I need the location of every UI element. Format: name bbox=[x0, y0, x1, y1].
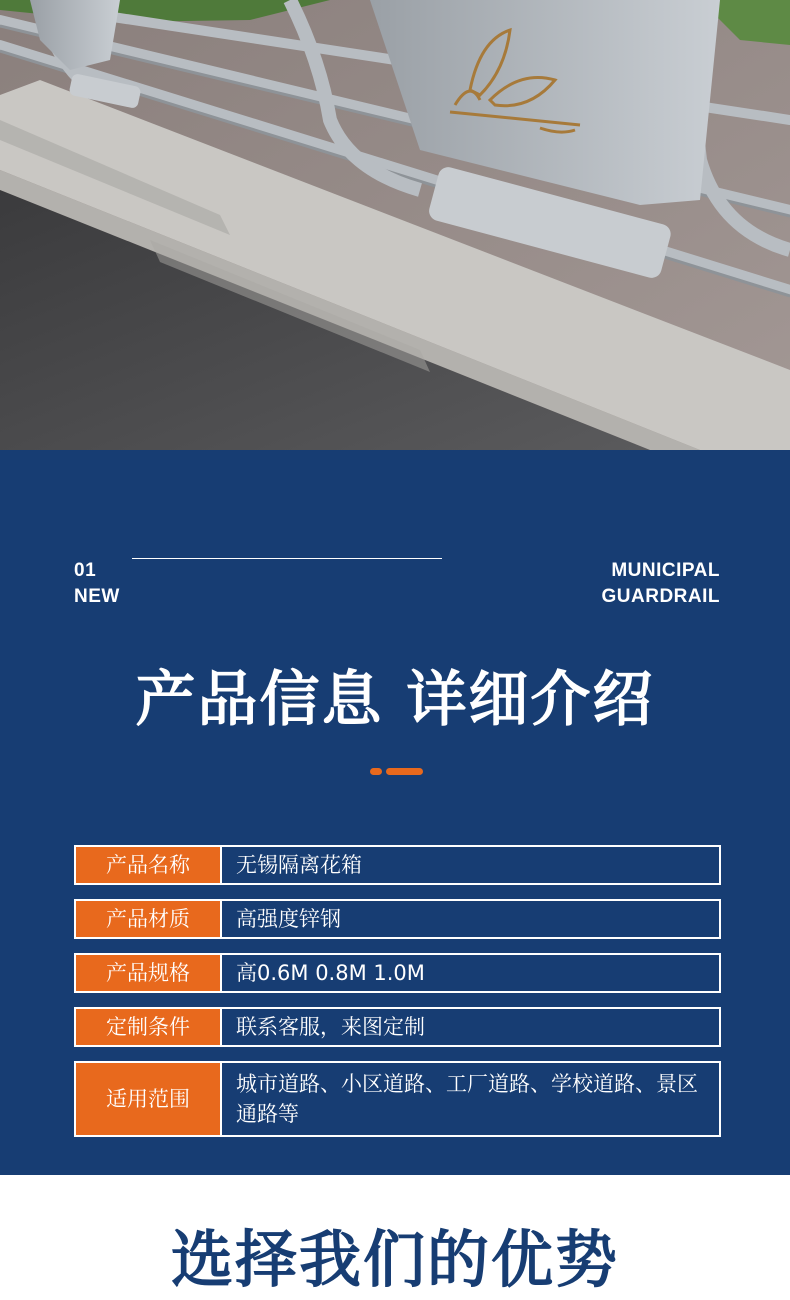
product-photo bbox=[0, 0, 790, 450]
spec-label: 产品名称 bbox=[76, 847, 220, 883]
section-number: 01 bbox=[74, 560, 97, 581]
category-line2: GUARDRAIL bbox=[601, 586, 720, 607]
category-tag bbox=[602, 558, 721, 610]
spec-value: 高强度锌钢 bbox=[220, 901, 719, 937]
spec-value: 联系客服，来图定制 bbox=[220, 1009, 719, 1045]
section-new-label: NEW bbox=[74, 586, 120, 607]
spec-row-name bbox=[74, 845, 721, 885]
spec-row-material bbox=[74, 899, 721, 939]
advantages-title: 选择我们的优势 bbox=[170, 1223, 619, 1296]
guardrail-photo-icon bbox=[0, 0, 790, 450]
spec-label: 产品规格 bbox=[76, 955, 220, 991]
spec-value: 高0.6M 0.8M 1.0M bbox=[220, 955, 719, 991]
divider-line bbox=[132, 558, 442, 559]
spec-table bbox=[74, 845, 721, 1151]
product-info-panel bbox=[0, 450, 790, 1175]
spec-row-size bbox=[74, 953, 721, 993]
spec-label: 定制条件 bbox=[76, 1009, 220, 1045]
accent-dot bbox=[370, 768, 382, 775]
section-title: 产品信息 详细介绍 bbox=[135, 665, 655, 735]
spec-value: 无锡隔离花箱 bbox=[220, 847, 719, 883]
spec-label: 产品材质 bbox=[76, 901, 220, 937]
section-number-tag bbox=[74, 558, 120, 610]
spec-label: 适用范围 bbox=[76, 1063, 220, 1135]
spec-row-custom bbox=[74, 1007, 721, 1047]
category-line1: MUNICIPAL bbox=[611, 560, 720, 581]
accent-bar bbox=[386, 768, 423, 775]
spec-value: 城市道路、小区道路、工厂道路、学校道路、景区通路等 bbox=[220, 1063, 719, 1135]
spec-row-scope bbox=[74, 1061, 721, 1137]
